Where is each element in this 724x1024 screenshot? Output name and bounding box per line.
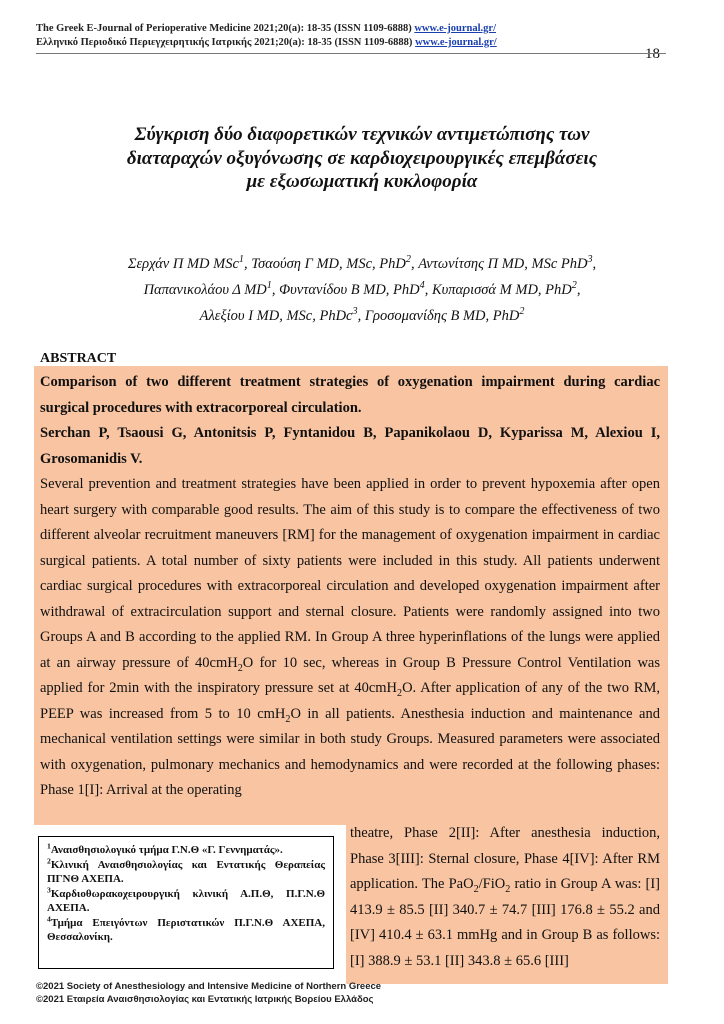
author-name: Αλεξίου Ι MD, MSc, PhDc: [199, 308, 353, 324]
copyright-footer: [36, 980, 381, 1006]
subscript: 2: [397, 687, 403, 699]
author-affiliation-ref: 1: [266, 280, 272, 292]
abstract-text: O. After application of any of the two RM, PEEP was increased from 5 to 10 cmH: [40, 680, 661, 722]
author-list: [60, 251, 664, 329]
copyright-gr: ©2021 Εταιρεία Αναισθησιολογίας και Εντατικής Ιατρικής Βορείου Ελλάδος: [36, 994, 374, 1005]
affiliation-number: 1: [47, 841, 51, 851]
abstract-heading: ABSTRACT: [40, 351, 117, 366]
abstract-body: [40, 370, 660, 804]
author-affiliation-ref: 4: [419, 280, 425, 292]
abstract-text: Several prevention and treatment strategies have been applied in order to prevent hypoxemia after open heart surgery with comparable good results. The aim of this study is to compare the effectiveness of two different alveolar recruitment maneuvers [RM] for the management of oxygenation impairment in cardiac surgical patients. A total number of sixty patients were included in this study. All patients underwent cardiac surgical procedures with extracorporeal circulation and developed oxygenation impairment after withdrawal of extracirculation support and sternal closure. Patients were randomly assigned into two Groups A and B according to the applied RM. In Group A three hyperinflations of the lungs were applied at an airway pressure of 40cmH: [40, 476, 660, 671]
title-line-2: διαταραχών οξυγόνωσης σε καρδιοχειρουργικές επεμβάσεις: [126, 147, 598, 169]
abstract-text: O for 10 sec, whereas in Group B Pressure Control Ventilation was applied for 2min with the inspiratory pressure set at 40cmH: [40, 654, 660, 696]
affiliation-text: Καρδιοθωρακοχειρουργική κλινική Α.Π.Θ, Π.Γ.Ν.Θ ΑΧΕΠΑ.: [47, 887, 325, 914]
header-line-gr: [36, 36, 497, 50]
header-citation-gr: Ελληνικό Περιοδικό Περιεγχειρητικής Ιατρικής 2021;20(a): 18-35 (ISSN 1109-6888): [36, 37, 416, 48]
header-citation-en: The Greek E-Journal of Perioperative Medicine 2021;20(a): 18-35 (ISSN 1109-6888): [36, 23, 415, 34]
copyright-en: ©2021 Society of Anesthesiology and Intensive Medicine of Northern Greece: [36, 981, 382, 992]
journal-header: [36, 22, 497, 50]
journal-link-en[interactable]: www.e-journal.gr/: [414, 23, 497, 34]
article-title: [60, 123, 664, 194]
affiliation-item: [47, 855, 325, 887]
journal-link-gr[interactable]: www.e-journal.gr/: [415, 37, 497, 48]
subscript: 2: [237, 662, 243, 674]
header-divider: [36, 53, 666, 54]
affiliation-text: Τμήμα Επειγόντων Περιστατικών Π.Γ.Ν.Θ ΑΧΕΠΑ, Θεσσαλονίκη.: [47, 916, 325, 943]
affiliation-number: 2: [47, 855, 51, 865]
author-affiliation-ref: 2: [405, 254, 411, 266]
header-line-en: [36, 22, 497, 36]
author-line-3: [60, 303, 664, 329]
author-name: Σερχάν Π MD MSc: [127, 256, 239, 272]
author-name: , Γροσομανίδης Β MD, PhD: [357, 308, 520, 324]
author-name: , Φυντανίδου Β MD, PhD: [271, 282, 420, 298]
abstract-text: ratio in Group A was: [I] 413.9 ± 85.5 [II] 340.7 ± 74.7 [III] 176.8 ± 55.2 and [IV] 410.4 ± 63.1 mmHg and in Group B as follows: [I] 388.9 ± 53.1 [II] 343.8 ± 65.6 [III]: [350, 876, 660, 969]
author-affiliation-ref: 3: [587, 254, 593, 266]
subscript: 2: [505, 883, 511, 895]
subscript: 2: [473, 883, 479, 895]
author-name: , Τσαούση Γ MD, MSc, PhD: [243, 256, 406, 272]
author-name: , Κυπαρισσά Μ MD, PhD: [424, 282, 572, 298]
page-number: 18: [645, 46, 660, 62]
author-affiliation-ref: 2: [519, 306, 525, 318]
affiliation-item: [47, 843, 325, 858]
abstract-authors: Serchan P, Tsaousi G, Antonitsis P, Fyntanidou B, Papanikolaou D, Kyparissa M, Alexiou I, Grosomanidis V.: [40, 425, 660, 467]
abstract-text: O in all patients. Anesthesia induction and maintenance and mechanical ventilation settings were similar in both study Groups. Measured parameters were associated with oxygenation, pulmonary mechanics and hemodynamics and were recorded at the following phases: Phase 1[I]: Arrival at the operating: [40, 705, 660, 798]
author-affiliation-ref: 3: [352, 306, 358, 318]
title-line-1: Σύγκριση δύο διαφορετικών τεχνικών αντιμετώπισης των: [134, 124, 590, 145]
author-name: Παπανικολάου Δ MD: [143, 282, 267, 298]
affiliation-text: Κλινική Αναισθησιολογίας και Εντατικής Θεραπείας ΠΓΝΘ ΑΧΕΠΑ.: [47, 858, 325, 885]
author-name: , Αντωνίτσης Π MD, MSc PhD: [410, 256, 588, 272]
abstract-paragraph: [40, 472, 660, 804]
author-line-1: Σερχάν Π MD MSc$^1$, Τσαούση Γ MD, MSc, PhD$^2$, Αντωνίτσης Π MD, MSc PhD$^3$,: [127, 254, 597, 272]
subscript: 2: [285, 713, 291, 725]
affiliation-text: Αναισθησιολογικό τμήμα Γ.Ν.Θ «Γ. Γεννηματάς».: [50, 844, 283, 856]
author-affiliation-ref: 1: [238, 254, 244, 266]
affiliation-number: 4: [47, 913, 51, 923]
author-affiliation-ref: 2: [571, 280, 577, 292]
author-line-2: Παπανικολάου Δ $MD^1$, Φυντανίδου Β MD, PhD$^4$, Κυπαρισσά Μ MD, PhD$^2$,: [143, 280, 581, 298]
affiliation-item: [47, 884, 325, 916]
abstract-title: Comparison of two different treatment strategies of oxygenation impairment during cardiac surgical procedures with extracorporeal circulation.: [40, 374, 660, 416]
affiliation-number: 3: [47, 884, 51, 894]
abstract-continued: [350, 821, 660, 974]
affiliations-box: [38, 836, 334, 969]
affiliation-item: [47, 913, 325, 945]
abstract-text: theatre, Phase 2[II]: After anesthesia induction, Phase 3[III]: Sternal closure, Phase 4[IV]: After RM application. The PaO: [350, 825, 660, 892]
title-line-3: με εξωσωματική κυκλοφορία: [246, 171, 478, 192]
abstract-text: /FiO: [478, 876, 506, 892]
